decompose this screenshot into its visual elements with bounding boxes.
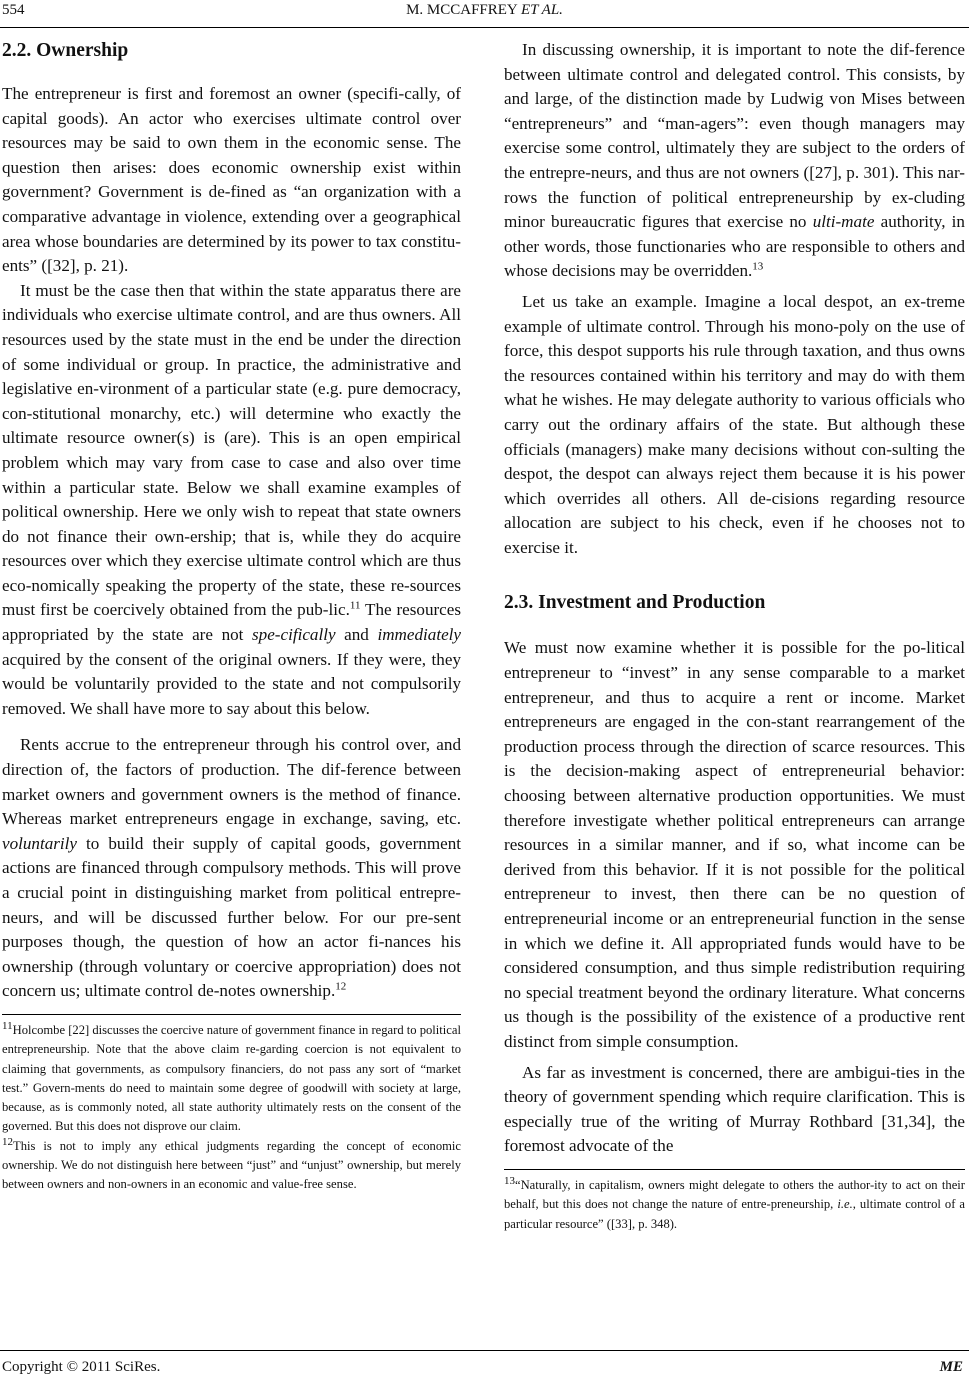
left-column <box>2 38 461 1195</box>
right-column <box>504 38 965 1234</box>
section-heading-investment: 2.3. Investment and Production <box>504 592 766 614</box>
paragraph-delegated-control: In discussing ownership, it is important to note the dif-ference between ultimate control and delegated control. This consists, by and large, of the distinction made by Ludwig von Mises between “entrepreneurs” and “man-agers”: even though managers may exercise some control, ultimately they are subject to the orders of the entrepre-neurs, and thus are not owners ([27], p. 301). This nar-rows the function of political entrepreneurship by ex-cluding minor bureaucratic figures that exercise no ulti-mate authority, in other words, those functionaries who are responsible to others and whose decisions may be overridden.$^{13}$ <box>504 40 965 281</box>
footnote-13: $^{13}$“Naturally, in capitalism, owners might delegate to others the author-ity to act on their behalf, but this does not change the nature of entre-preneurship, i.e., ultimate control of a particular resource” ([33], p. 348). <box>504 1174 965 1231</box>
footnote-ref-11: 11 <box>349 599 361 612</box>
running-head-authors: M. MCCAFFREY <box>406 2 518 18</box>
paragraph-rents: Rents accrue to the entrepreneur through his control over, and direction of, the factors of production. The dif-ference between market owners and government owners is the method of finance. Whereas market entrepreneurs engage in exchange, saving, etc. voluntarily to build their supply of capital goods, government actions are financed through compulsory methods. This will prove a crucial point in distinguishing market from political entrepre-neurs, and will be discussed further below. For our pre-sent purposes though, the question of how an actor fi-nances his ownership (through voluntary or coercive appropriation) does not concern us; ultimate control de-notes ownership.$^{12}$ <box>2 735 461 1001</box>
copyright-notice: Copyright © 2011 SciRes. <box>2 1359 161 1375</box>
paragraph-ownership-intro: The entrepreneur is first and foremost an owner (specifi-cally, of capital goods). An actor who exercises ultimate control over resources may be said to own them in the economic sense. The question then arises: does economic ownership exist within government? Government is de-fined as “an organization with a comparative advantage in violence, extending over a geographical area whose boundaries are determined by its power to tax constitu-ents” ([32], p. 21). <box>2 84 461 276</box>
journal-abbreviation: ME <box>939 1359 963 1375</box>
header-rule <box>0 27 969 28</box>
footnote-12: $^{12}$This is not to imply any ethical judgments regarding the concept of economic ownership. We do not distinguish here between “just” and “unjust” ownership, but merely between owners and non-owners in an economic and value-free sense. <box>2 1135 461 1192</box>
section-heading-ownership: 2.2. Ownership <box>2 40 129 61</box>
paragraph-state-owners: It must be the case then that within the state apparatus there are individuals who exercise ultimate control, and are thus owners. All resources used by the state must in the end be under the direction of some individual or group. In practice, the administrative and legislative en-vironment of a particular state (e.g. pure democracy, con-stitutional monarchy, etc.) will determine who exactly the ultimate resource owner(s) is (are). This is an open empirical problem which may vary from case to case and also over time within a particular state. Below we shall examine examples of political ownership. Here we only wish to repeat that state owners do not finance their own-ership; that is, while they do acquire resources over which they exercise ultimate control which are thus eco-nomically speaking the property of the state, these re-sources must first be coercively obtained from the pub-lic.$^{11}$ The resources appropriated by the state are not spe-cifically and immediately acquired by the consent of the original owners. If they were, they would be voluntarily provided to the state and not compulsorily removed. We shall have more to say about this below. <box>2 280 462 718</box>
running-head-et-al: ET AL. <box>520 2 563 18</box>
footnote-11: $^{11}$Holcombe [22] discusses the coercive nature of government finance in regard to political entrepreneurship. Note that the above claim re-garding coercion is not equivalent to claiming that governments, as compulsory financiers, do not pass any sort of “market test.” Govern-ments do need to maintain some degree of goodwill with society at large, because, as is commonly noted, all state authority ultimately rests on the consent of the governed. But this does not disprove our claim. <box>2 1019 461 1134</box>
footer-rule <box>0 1350 969 1351</box>
paragraph-despot-example: Let us take an example. Imagine a local despot, an ex-treme example of ultimate control. Through his mono-poly on the use of force, this despot supports his rule through taxation, and thus owns the resources contained within his territory and may do with them what he wishes. He may delegate authority to various officials who carry out the ordinary affairs of the state. But although these officials (managers) make many decisions without con-sulting the despot, the despot can always reject them because it is his power which overrides all others. All de-cisions regarding resource allocation are subject to his check, even if he chooses not to exercise it. <box>504 291 965 557</box>
paragraph-investment: We must now examine whether it is possible for the po-litical entrepreneur to “invest” in any sense comparable to a market entrepreneur, and thus to acquire a rent or income. Market entrepreneurs are engaged in the con-stant rearrangement of the production process through the direction of scarce resources. This is the decision-making aspect of entrepreneurial behavior: choosing between alternative production opportunities. We must therefore investigate whether political entrepreneurs can arrange resources in a similar manner, and if so, what income can be derived from this behavior. If it is not possible for the political entrepreneur to invest, then there can be no question of entrepreneurial income or an entrepreneurial function in the sense in which we define it. All appropriated funds would have to be considered consumption, and thus simple redistribution requiring no special treatment beyond the ordinary literature. What concerns us though is the possibility of the existence of a productive rent distinct from simple consumption. <box>504 638 965 1051</box>
footnote-ref-13: 13 <box>752 260 764 273</box>
page-number: 554 <box>2 2 25 18</box>
paragraph-ambiguities: As far as investment is concerned, there are ambigui-ties in the theory of government spending which require clarification. This is especially true of the writing of Murray Rothbard [31,34], the foremost advocate of the <box>504 1062 965 1156</box>
running-head <box>0 2 969 19</box>
footnote-ref-12: 12 <box>335 980 347 993</box>
